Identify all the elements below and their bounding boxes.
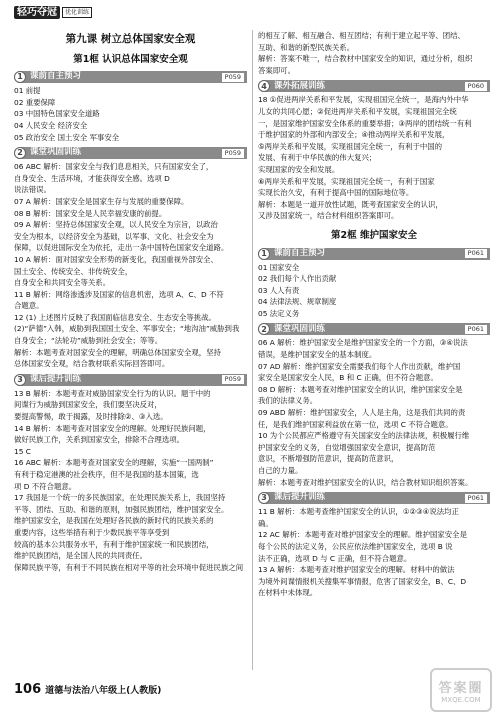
text-line: 法不正确，选项 D 与 C 正确，但不符合题意。 xyxy=(258,553,412,563)
section-header xyxy=(14,147,247,159)
section-header xyxy=(258,323,490,335)
text-line: 总体国家安全观，结合教材联系实际回答即可。 xyxy=(14,359,170,369)
section-page-ref: P061 xyxy=(465,325,487,334)
section-number: 4 xyxy=(258,80,270,92)
section-header xyxy=(14,71,247,83)
section-page-ref: P059 xyxy=(222,73,244,82)
text-line: ⑥两岸关系和平发展，实现祖国完全统一，有利于国家 xyxy=(258,176,435,186)
text-line: 保障民族平等，有利于不同民族在相对平等的社会环境中促进民族之间 xyxy=(14,562,244,572)
text-line: 维护国家安全，是我国在处理好各民族的新时代的民族关系的 xyxy=(14,516,214,526)
text-line: (2)“萨德”入韩，威胁到我国国土安全、军事安全；“地沟油”威胁到我 xyxy=(14,324,240,334)
text-line: 解析：本题考查对国家安全的理解，明确总体国家安全观，坚持 xyxy=(14,347,221,357)
column-divider xyxy=(252,30,253,670)
text-line: 确。 xyxy=(258,518,273,528)
text-line: 意识，不断增强防范意识，提高防范意识， xyxy=(258,454,399,464)
text-line: 10 A 解析：面对国家安全形势的新变化，我国重视外部安全、 xyxy=(14,254,218,264)
text-line: 发展、有利于中华民族的伟大复兴； xyxy=(258,153,377,163)
text-line: 合题意。 xyxy=(14,301,44,311)
text-line: 10 为个公民都应严格遵守有关国家安全的法律法规，积极履行维 xyxy=(258,431,470,441)
text-line: 自己的力量。 xyxy=(258,466,303,475)
text-line: 12 (1) 上述图片反映了我国面临信息安全、生态安全等挑战。 xyxy=(14,312,216,322)
page-number: 106 xyxy=(14,682,42,697)
section-page-ref: P059 xyxy=(222,149,244,158)
text-line: 的相互了解、相互融合、相互团结；有利于建立起平等、团结、 xyxy=(258,31,465,40)
text-line: 国土安全、传统安全、非传统安全， xyxy=(14,266,133,276)
section-page-ref: P061 xyxy=(465,249,487,258)
section-name: 课堂巩固训练 xyxy=(274,323,326,334)
text-line: 间谍行为威胁到国家安全，我们要坚决反对， xyxy=(14,400,162,410)
section-number: 1 xyxy=(258,248,270,260)
text-line: 01 前提 xyxy=(14,86,41,96)
text-line: 每个公民的法定义务，公民应依法维护国家安全，选项 B 说 xyxy=(258,541,453,551)
text-line: 13 B 解析：本题考查对威胁国家安全行为的认识。题干中的 xyxy=(14,388,211,398)
section-number: 2 xyxy=(258,323,270,335)
text-line: 有利于稳定港澳的社会秩序，但不是我国的基本国策，选 xyxy=(14,470,199,479)
section-header xyxy=(258,492,490,504)
text-line: 02 重要保障 xyxy=(14,97,56,107)
text-line: 01 国家安全 xyxy=(258,262,300,272)
section-page-ref: P059 xyxy=(222,375,244,384)
text-line: 维护民族团结，是全国人民的共同责任。 xyxy=(14,551,148,561)
watermark-url: MXQE.COM xyxy=(441,695,481,704)
left-column xyxy=(14,0,247,573)
footer xyxy=(14,682,161,697)
text-line: ⑤两岸关系和平发展，实现祖国完全统一，有利于中国的 xyxy=(258,141,443,151)
text-line: 做好民族工作，关系到国家安全，排除不合理选项。 xyxy=(14,435,184,445)
text-line: 实现长治久安，有利于提高中国的国际地位等。 xyxy=(258,188,414,198)
text-line: 04 人民安全 经济安全 xyxy=(14,120,88,130)
text-line: 07 AD 解析：维护国家安全需要我们每个人作出贡献，维护国 xyxy=(258,361,461,371)
text-line: 互助、和谐的新型民族关系。 xyxy=(258,42,355,52)
text-line: 16 ABC 解析：本题考查对国家安全的理解，实施“一国两制” xyxy=(14,458,214,468)
text-line: 11 B 解析：本题考查维护国家安全的认识，①②③④说法均正 xyxy=(258,507,459,517)
text-line: 安全为根本，以经济安全为基础，以军事、文化、社会安全为 xyxy=(14,231,214,241)
text-line: 03 人人有责 xyxy=(258,285,300,295)
logo-sub-text: 优化训练 xyxy=(62,7,92,18)
text-line: 自身安全、生活环境，才能获得安全感。选项 D xyxy=(14,173,170,183)
text-line: 14 B 解析：本题考查对国家安全的理解。处理好民族问题， xyxy=(14,423,211,433)
watermark-logo xyxy=(430,668,492,712)
section-name: 课堂巩固训练 xyxy=(30,147,82,158)
text-line: 要提高警惕，敢于揭露，及时排除②、③入选。 xyxy=(14,412,168,422)
text-line: 任，是我们维护国家利益放在第一位，选项 C 不符合题意。 xyxy=(258,419,453,429)
text-line: 自身安全和共同安全等关系。 xyxy=(14,278,111,288)
text-line: 18 ①促进两岸关系和平发展，实现祖国完全统一，是海内外中华 xyxy=(258,95,469,105)
logo-main-text: 轻巧夺冠 xyxy=(14,6,60,19)
section-header xyxy=(258,80,490,92)
section-header xyxy=(14,374,247,386)
text-line: 解析：答案不唯一，结合教材中国家安全的知识，通过分析，组织 xyxy=(258,54,473,64)
text-line: 11 B 解析：网络渗透涉及国家的信息机密，选项 A、C、D 不符 xyxy=(14,289,224,299)
text-line: 于维护国家的外部和内部安全；④推动两岸关系和平发展， xyxy=(258,130,450,140)
text-line: 我们的法律义务。 xyxy=(258,396,318,406)
text-line: 项 D 不符合题意。 xyxy=(14,481,77,491)
section-name: 课前自主预习 xyxy=(274,247,326,258)
section-page-ref: P061 xyxy=(465,494,487,503)
section-number: 3 xyxy=(14,374,26,386)
section-name: 课外拓展训练 xyxy=(274,80,326,91)
text-line: 08 B 解析：国家安全是人民幸福安康的前提。 xyxy=(14,208,167,218)
text-line: 为境外间谍情报机关搜集军事情报，危害了国家安全，B、C、D xyxy=(258,576,467,586)
text-line: 重要内容，这些举措有利于少数民族平等享受到 xyxy=(14,527,170,537)
lesson-title: 第九课 树立总体国家安全观 xyxy=(65,33,196,45)
frame1-title: 第1框 认识总体国家安全观 xyxy=(73,53,188,65)
text-line: 说法错误。 xyxy=(14,185,51,195)
text-line: 12 AC 解析：本题考查对维护国家安全的理解。维护国家安全是 xyxy=(258,530,467,540)
text-line: 解析：本题考查对维护国家安全的认识，结合教材知识组织答案。 xyxy=(258,477,473,487)
text-line: 实现国家的安全和发展。 xyxy=(258,164,340,174)
text-line: 03 中国特色国家安全道路 xyxy=(14,109,100,119)
text-line: 自身安全；“法轮功”威胁到社会安全；等等。 xyxy=(14,336,163,346)
section-header xyxy=(258,248,490,260)
section-number: 3 xyxy=(258,492,270,504)
text-line: 平等、团结、互助、和谐的原则，加强民族团结，维护国家安全。 xyxy=(14,504,229,514)
text-line: 02 我们每个人作出贡献 xyxy=(258,274,337,284)
section-number: 1 xyxy=(14,71,26,83)
book-subject: 道德与法治八年级上(人教版) xyxy=(45,686,162,696)
text-line: 儿女的共同心愿；②促进两岸关系和平发展，实现祖国完全统 xyxy=(258,106,457,116)
watermark-text: 答案圈 xyxy=(438,680,484,696)
text-line: 09 ABD 解析：维护国家安全，人人是主角，这是我们共同的责 xyxy=(258,408,466,418)
section-page-ref: P060 xyxy=(465,82,487,91)
text-line: 09 A 解析：坚持总体国家安全观，以人民安全为宗旨，以政治 xyxy=(14,220,218,230)
right-column xyxy=(258,30,490,599)
text-line: 在材料中未体现。 xyxy=(258,588,318,598)
text-line: 保障，以促进国际安全为依托，走出一条中国特色国家安全道路。 xyxy=(14,243,229,253)
text-line: 护国家安全的义务，自觉增强国家安全意识，提高防范 xyxy=(258,442,436,452)
text-line: 解析：本题是一道开放性试题，既考查国家安全的认识， xyxy=(258,199,443,209)
text-line: 06 ABC 解析：国家安全与我们息息相关，只有国家安全了， xyxy=(14,162,214,172)
text-line: 较高的基本公共服务水平，有利于维护国家统一和民族团结， xyxy=(14,539,214,549)
frame2-title: 第2框 维护国家安全 xyxy=(331,229,417,241)
text-line: 04 法律法规、规章制度 xyxy=(258,297,337,307)
text-line: 07 A 解析：国家安全是国家生存与发展的重要保障。 xyxy=(14,196,189,206)
section-name: 课后提升训练 xyxy=(274,492,326,503)
text-line: 家安全是国家安全人民，B 和 C 正确，但不符合题意。 xyxy=(258,373,438,383)
text-line: 17 我国是一个统一的多民族国家，在处理民族关系上，我国坚持 xyxy=(14,493,226,503)
text-line: 05 法定义务 xyxy=(258,308,300,318)
text-line: 一，是国家维护国家安全体系的重要举措；③两岸的团结统一有利 xyxy=(258,118,472,128)
text-line: 08 D 解析：本题考查对维护国家安全的认识，维护国家安全是 xyxy=(258,384,463,394)
text-line: 又涉及国家统一，结合材料组织答案即可。 xyxy=(258,211,399,221)
text-line: 13 A 解析：本题考查对维护国家安全的理解。材料中的做法 xyxy=(258,565,455,575)
text-line: 答案即可。 xyxy=(258,65,295,75)
text-line: 06 A 解析：维护国家安全是维护国家安全的一个方面，③④说法 xyxy=(258,338,468,348)
text-line: 15 C xyxy=(14,446,31,456)
text-line: 05 政治安全 国土安全 军事安全 xyxy=(14,132,120,142)
text-line: 错误，是维护国家安全的基本制度。 xyxy=(258,350,377,360)
section-number: 2 xyxy=(14,147,26,159)
section-name: 课前自主预习 xyxy=(30,71,82,82)
section-name: 课后提升训练 xyxy=(30,374,82,385)
